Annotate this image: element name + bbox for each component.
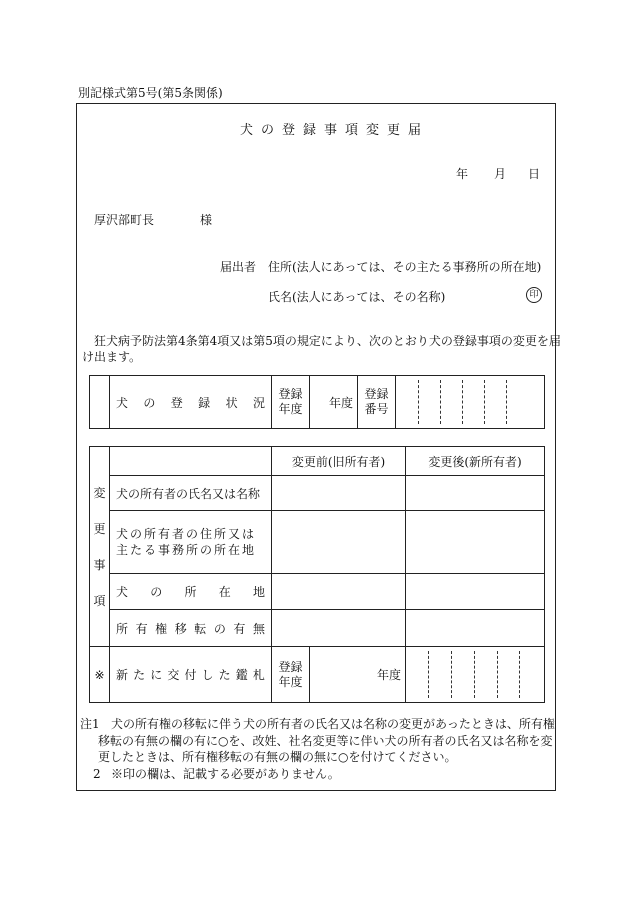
addressee-name: 厚沢部町長 [94,213,155,227]
statement-line1: 狂犬病予防法第4条第4項又は第5項の規定により、次のとおり犬の登録事項の変更を届 [94,334,561,348]
status-blank-cell [90,376,110,429]
date-day: 日 [528,167,541,181]
tag-year-unit: 年度 [376,668,401,682]
statement-line2: け出ます。 [82,350,142,364]
tag-mark: ※ [90,647,110,703]
reg-year-unit: 年度 [328,395,353,410]
note-1-line3: 更したときは、所有権移転の有無の欄の無に○を付けてください。 [98,750,457,764]
note-1-prefix: 注1 [80,717,100,731]
date-year: 年 [456,167,469,181]
digit-divider [451,651,452,698]
applicant-name: 氏名(法人にあっては、その名称) [268,290,446,304]
form-caption: 別記様式第5号(第5条関係) [78,86,223,100]
digit-divider [506,380,507,424]
reg-number-label: 登録番号 [358,376,396,429]
tag-label: 新 た に 交 付 し た 鑑 札 [110,647,272,703]
digit-divider [484,380,485,424]
date-month: 月 [494,167,507,181]
form-title: 犬の登録事項変更届 [240,123,430,138]
change-side-label: 変 更 事 項 [90,447,110,647]
reg-year-label: 登録年度 [272,376,310,429]
seal-mark: 印 [526,287,542,303]
row-dog-location-label: 犬 の 所 在 地 [110,574,272,610]
row-ownership-transfer-label: 所 有 権 移 転 の 有 無 [110,610,272,647]
owner-address-before[interactable] [272,511,406,574]
header-before: 変更前(旧所有者) [272,447,406,476]
applicant-address: 住所(法人にあっては、その主たる事務所の所在地) [268,260,542,274]
digit-divider [497,651,498,698]
note-2-prefix: 2 [93,767,101,781]
row-owner-name-label: 犬の所有者の氏名又は名称 [110,476,272,511]
note-1-line2: 移転の有無の欄の有に○を、改姓、社名変更等に伴い犬の所有者の氏名又は名称を変 [98,734,553,748]
digit-divider [428,651,429,698]
owner-name-after[interactable] [406,476,545,511]
digit-divider [418,380,419,424]
addressee-honorific: 様 [200,213,213,227]
owner-address-after[interactable] [406,511,545,574]
note-2-text: ※印の欄は、記載する必要がありません。 [111,767,340,781]
digit-divider [462,380,463,424]
ownership-transfer-after[interactable] [406,610,545,647]
status-table [89,375,545,429]
tag-year-label: 登録年度 [272,647,310,703]
status-label-cell [110,376,272,429]
digit-divider [474,651,475,698]
digit-divider [440,380,441,424]
change-table [89,446,545,703]
tag-year-value[interactable] [310,647,406,703]
dog-location-before[interactable] [272,574,406,610]
row-owner-address-label: 犬の所有者の住所又は主たる事務所の所在地 [110,511,272,574]
header-after: 変更後(新所有者) [406,447,545,476]
note-1-line1: 犬の所有権の移転に伴う犬の所有者の氏名又は名称の変更があったときは、所有権 [111,717,555,731]
tag-number-value[interactable] [406,647,545,703]
reg-number-value[interactable] [396,376,545,429]
dog-location-after[interactable] [406,574,545,610]
header-blank-cell [110,447,272,476]
owner-name-before[interactable] [272,476,406,511]
digit-divider [519,651,520,698]
applicant-label: 届出者 [220,260,257,274]
status-label: 犬 の 登 録 状 況 [116,395,265,410]
reg-year-value[interactable] [310,376,358,429]
ownership-transfer-before[interactable] [272,610,406,647]
